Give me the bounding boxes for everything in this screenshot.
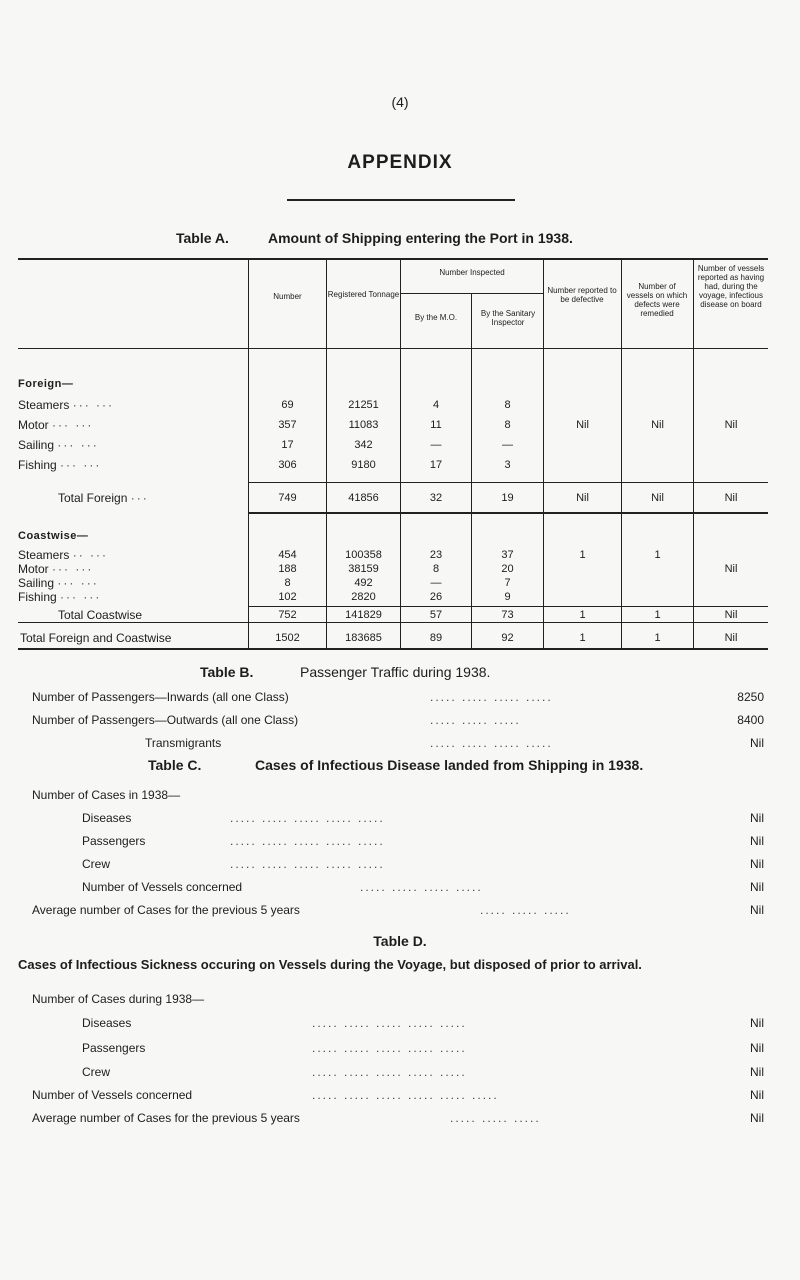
cell-remedied: Nil	[651, 492, 664, 504]
col-divider	[400, 260, 401, 648]
cell-remedied: 1	[654, 549, 661, 561]
row-label: Motor ··· ···	[18, 418, 94, 432]
coastwise-total-bottom	[18, 622, 768, 623]
cell-inspector: 8	[504, 419, 511, 431]
header-tonnage: Registered Tonnage	[327, 290, 400, 299]
col-divider	[621, 260, 622, 648]
total-foreign-label: Total Foreign ···	[58, 491, 149, 505]
row-label: Fishing ··· ···	[18, 590, 102, 604]
total-foreign-and-coastwise-mo: 89	[429, 632, 443, 644]
page-number: (4)	[391, 94, 409, 110]
transmigrants-label: Transmigrants	[145, 736, 222, 750]
cell-mo: 23	[429, 549, 443, 561]
cell-inspector: 9	[504, 591, 511, 603]
cell-defective: Nil	[576, 492, 589, 504]
dots: ..... ..... ..... ..... .....	[312, 1065, 467, 1079]
cell-infectious: Nil	[724, 563, 738, 575]
dots: ..... ..... ..... .....	[360, 880, 483, 894]
cell-number: 69	[281, 399, 294, 411]
total-foreign-and-coastwise-defective: 1	[579, 632, 586, 644]
table-a-label: Table A.	[176, 230, 229, 246]
cell-number: 102	[278, 591, 297, 603]
passengers-inwards-value: 8250	[737, 690, 764, 704]
table-c-average-label: Average number of Cases for the previous 5 years	[32, 903, 300, 917]
cell-tonnage: 342	[354, 439, 373, 451]
row-label: Steamers ··· ···	[18, 398, 115, 412]
table-c-vessels-label: Number of Vessels concerned	[82, 880, 243, 894]
header-remedied: Number of vessels on which defects were remedied	[626, 282, 688, 318]
header-by-inspector: By the Sanitary Inspector	[480, 309, 536, 327]
cell-number: 8	[284, 577, 291, 589]
cell-number: 749	[278, 492, 297, 504]
table-c-crew-value: Nil	[750, 857, 764, 871]
col-divider	[543, 260, 544, 648]
dots: ..... ..... ..... ..... .....	[312, 1041, 467, 1055]
table-c-intro: Number of Cases in 1938—	[32, 788, 181, 802]
dots: ..... ..... ..... .....	[430, 690, 553, 704]
cell-tonnage: 9180	[351, 459, 376, 471]
total-coastwise-insp: 73	[501, 609, 514, 621]
total-coastwise-number: 752	[278, 609, 297, 621]
total-coastwise-defective: 1	[579, 609, 586, 621]
cell-tonnage: 100358	[345, 549, 382, 561]
cell-mo: 4	[432, 399, 440, 411]
page-title: APPENDIX	[347, 152, 453, 173]
header-by-mo: By the M.O.	[414, 313, 458, 322]
table-b-title: Passenger Traffic during 1938.	[300, 664, 491, 680]
dots: ..... ..... .....	[430, 713, 521, 727]
cell-mo: —	[430, 439, 442, 451]
total-coastwise-infectious: Nil	[724, 609, 738, 621]
cell-inspector: 20	[501, 563, 514, 575]
cell-tonnage: 2820	[351, 591, 376, 603]
cell-number: 306	[278, 459, 297, 471]
transmigrants-value: Nil	[750, 736, 764, 750]
table-d-crew-label: Crew	[82, 1065, 111, 1079]
table-d-average-value: Nil	[750, 1111, 764, 1125]
table-d-vessels-label: Number of Vessels concerned	[32, 1088, 193, 1102]
cell-mo: 8	[432, 563, 440, 575]
total-foreign-and-coastwise-tonnage: 183685	[345, 632, 382, 644]
cell-mo: —	[430, 577, 442, 589]
total-foreign-and-coastwise-remedied: 1	[654, 632, 661, 644]
cell-remedied: Nil	[651, 419, 664, 431]
passengers-outwards-value: 8400	[737, 713, 764, 727]
table-c-diseases-label: Diseases	[82, 811, 132, 825]
total-foreign-and-coastwise-number: 1502	[275, 632, 300, 644]
header-bottom-border	[18, 348, 768, 349]
total-coastwise-remedied: 1	[654, 609, 661, 621]
table-b-label: Table B.	[200, 664, 254, 680]
row-label: Steamers ·· ···	[18, 548, 109, 562]
dots: ..... ..... ..... ..... .....	[312, 1016, 467, 1030]
dots: ..... ..... ..... ..... .....	[230, 834, 385, 848]
cell-mo: 26	[429, 591, 443, 603]
dots: ..... ..... ..... ..... .....	[230, 811, 385, 825]
table-d-vessels-value: Nil	[750, 1088, 764, 1102]
cell-number: 17	[281, 439, 294, 451]
cell-number: 188	[278, 563, 297, 575]
table-d-diseases-value: Nil	[750, 1016, 764, 1030]
cell-number: 357	[278, 419, 297, 431]
cell-tonnage: 41856	[348, 492, 379, 504]
total-coastwise-label: Total Coastwise	[58, 608, 143, 622]
cell-tonnage: 492	[354, 577, 373, 589]
cell-defective: 1	[579, 549, 586, 561]
table-d-diseases-label: Diseases	[82, 1016, 132, 1030]
header-defective: Number reported to be defective	[547, 286, 617, 304]
title-rule	[287, 199, 515, 201]
table-d-title: Cases of Infectious Sickness occuring on Vessels during the Voyage, but disposed of prior to arrival.	[18, 957, 642, 972]
header-inspected: Number Inspected	[439, 268, 505, 277]
table-bottom-border	[18, 648, 768, 650]
cell-inspector: 37	[501, 549, 514, 561]
row-label: Motor ··· ···	[18, 562, 94, 576]
total-foreign-and-coastwise-label: Total Foreign and Coastwise	[20, 631, 172, 645]
foreign-total-top	[248, 482, 768, 483]
cell-inspector: 7	[504, 577, 511, 589]
foreign-total-bottom	[248, 512, 768, 514]
cell-infectious: Nil	[724, 419, 738, 431]
table-d-crew-value: Nil	[750, 1065, 764, 1079]
table-c-average-value: Nil	[750, 903, 764, 917]
col-divider	[248, 260, 249, 648]
table-c-label: Table C.	[148, 757, 202, 773]
table-top-border	[18, 258, 768, 260]
dots: ..... ..... ..... ..... ..... .....	[312, 1088, 499, 1102]
cell-tonnage: 38159	[348, 563, 379, 575]
total-coastwise-mo: 57	[429, 609, 443, 621]
table-c-passengers-value: Nil	[750, 834, 764, 848]
header-infectious: Number of vessels reported as having had, during the voyage, infectious disease on board	[697, 264, 765, 309]
total-foreign-and-coastwise-insp: 92	[501, 632, 514, 644]
total-coastwise-tonnage: 141829	[345, 609, 382, 621]
table-c-vessels-value: Nil	[750, 880, 764, 894]
cell-tonnage: 21251	[348, 399, 379, 411]
cell-tonnage: 11083	[348, 419, 379, 431]
total-foreign-and-coastwise-infectious: Nil	[724, 632, 738, 644]
header-number: Number	[273, 292, 302, 301]
table-d-passengers-value: Nil	[750, 1041, 764, 1055]
cell-inspector: —	[502, 439, 513, 451]
table-d-intro: Number of Cases during 1938—	[32, 992, 205, 1006]
row-label: Sailing ··· ···	[18, 576, 99, 590]
cell-infectious: Nil	[724, 492, 738, 504]
dots: ..... ..... ..... ..... .....	[230, 857, 385, 871]
foreign-section-label: Foreign—	[18, 378, 74, 390]
table-c-crew-label: Crew	[82, 857, 111, 871]
table-a-title: Amount of Shipping entering the Port in 1938.	[268, 230, 573, 246]
cell-number: 454	[278, 549, 297, 561]
table-c-passengers-label: Passengers	[82, 834, 146, 848]
col-divider	[693, 260, 694, 648]
cell-mo: 17	[429, 459, 443, 471]
table-d-label: Table D.	[373, 933, 427, 949]
table-c-title: Cases of Infectious Disease landed from Shipping in 1938.	[255, 757, 644, 773]
col-divider	[326, 260, 327, 648]
cell-inspector: 3	[504, 459, 511, 471]
row-label: Sailing ··· ···	[18, 438, 99, 452]
cell-defective: Nil	[576, 419, 589, 431]
dots: ..... ..... .....	[450, 1111, 541, 1125]
table-d-average-label: Average number of Cases for the previous 5 years	[32, 1111, 300, 1125]
cell-inspector: 19	[501, 492, 514, 504]
cell-mo: 32	[429, 492, 443, 504]
passengers-inwards-label: Number of Passengers—Inwards (all one Class)	[32, 690, 289, 704]
cell-mo: 11	[430, 419, 442, 431]
passengers-outwards-label: Number of Passengers—Outwards (all one Class)	[32, 713, 299, 727]
row-label: Fishing ··· ···	[18, 458, 102, 472]
coastwise-section-label: Coastwise—	[18, 530, 89, 542]
dots: ..... ..... ..... .....	[430, 736, 553, 750]
dots: ..... ..... .....	[480, 903, 571, 917]
table-c-diseases-value: Nil	[750, 811, 764, 825]
table-d-passengers-label: Passengers	[82, 1041, 146, 1055]
cell-inspector: 8	[504, 399, 511, 411]
